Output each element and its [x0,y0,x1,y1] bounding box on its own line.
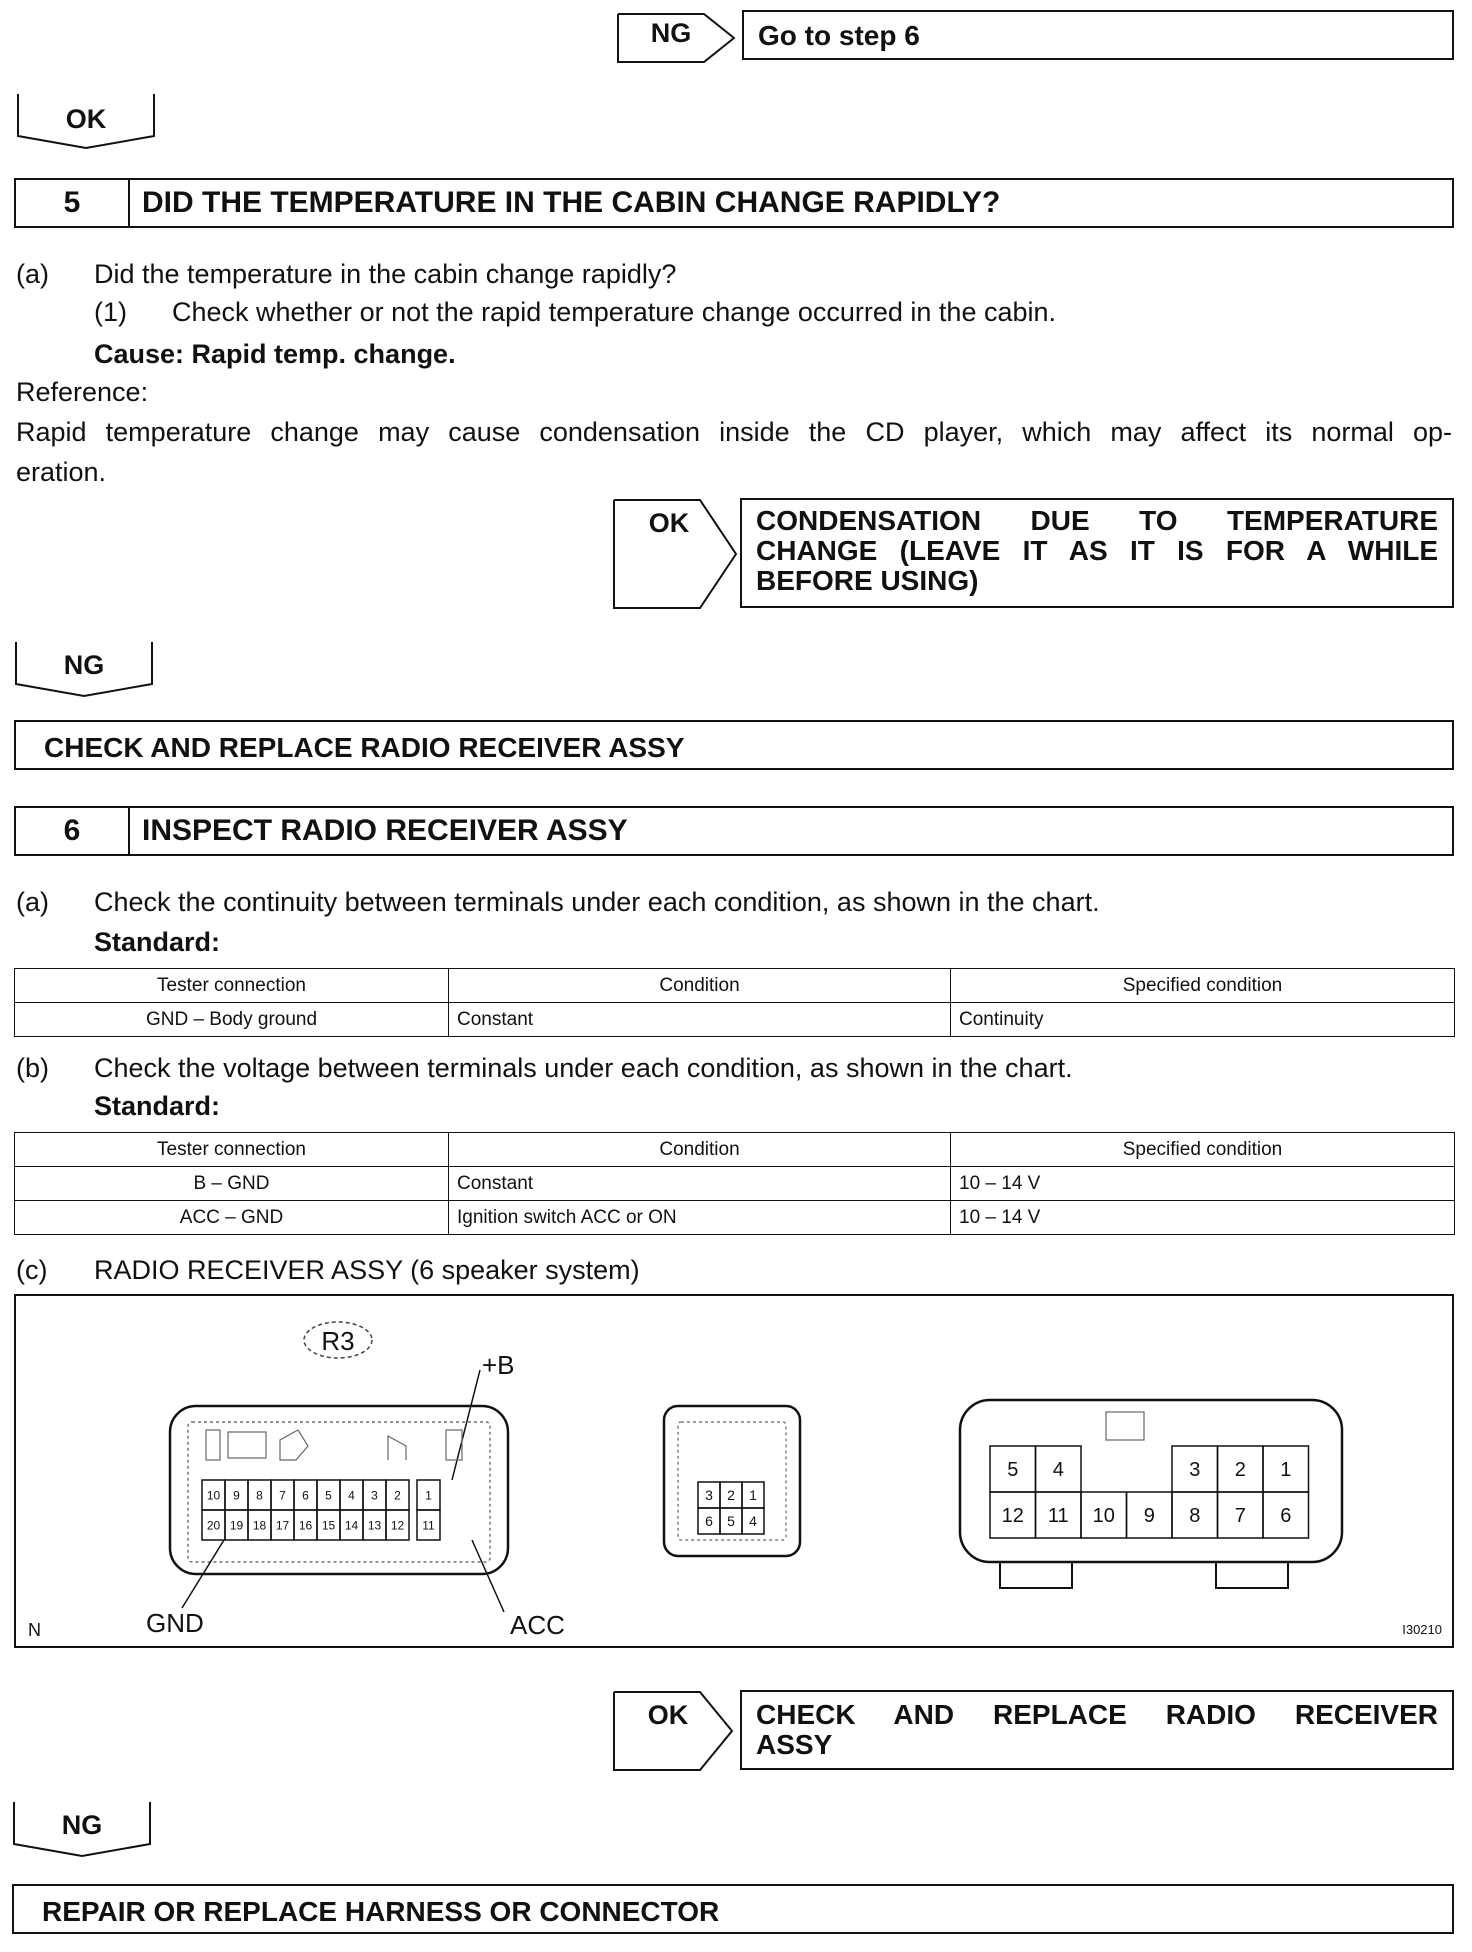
pin-number: 13 [367,1518,382,1533]
ng-result-box [12,1884,1454,1934]
go-to-step-box [742,10,1454,60]
pin-number: 2 [1234,1459,1246,1482]
result-text-line: BEFORE USING) [756,565,979,596]
ng-flag-label: NG [61,1810,103,1840]
pin-number: 4 [348,1488,355,1503]
pin-number: 10 [206,1488,221,1503]
corner-label: N [28,1620,41,1640]
table-cell: ACC – GND [15,1201,449,1235]
gnd-label: GND [146,1608,204,1638]
pin-number: 3 [705,1487,713,1504]
step-number: 6 [16,808,130,854]
reference-text-line: Rapid temperature change may cause condensation inside the CD player, which may affect its normal op- [16,417,1452,447]
table-cell: Constant [449,1003,951,1037]
pin-number: 17 [275,1518,290,1533]
standard-label: Standard: [94,927,221,957]
table-cell: Constant [449,1167,951,1201]
pin-number: 3 [371,1488,378,1503]
table-cell: Ignition switch ACC or ON [449,1201,951,1235]
pin-number: 9 [233,1488,240,1503]
step-title: INSPECT RADIO RECEIVER ASSY [142,814,628,847]
table-header-row [15,1133,1455,1167]
pin-number: 6 [705,1513,713,1530]
acc-label: ACC [510,1610,565,1640]
pin-number: 18 [252,1518,267,1533]
table-cell: 10 – 14 V [951,1167,1455,1201]
item-text: Did the temperature in the cabin change rapidly? [94,259,677,289]
table-cell: GND – Body ground [15,1003,449,1037]
go-to-step-text: Go to step 6 [758,20,920,51]
table-cell: 10 – 14 V [951,1201,1455,1235]
ng-result-text: REPAIR OR REPLACE HARNESS OR CONNECTOR [42,1896,720,1927]
pin-number: 6 [1280,1505,1292,1528]
pin-number: 7 [1234,1505,1246,1528]
connector-diagram [14,1294,1454,1648]
reference-label: Reference: [16,377,149,407]
ok-result-box [740,1690,1454,1770]
pin-number: 3 [1189,1459,1201,1482]
pin-number: 14 [344,1518,359,1533]
item-text: Check the continuity between terminals under each condition, as shown in the chart. [94,887,1100,917]
result-text-line: CHECK AND REPLACE RADIO RECEIVER [756,1699,1438,1730]
plus-b-label: +B [482,1350,515,1380]
pin-number: 19 [229,1518,244,1533]
step-5-header [14,178,1454,228]
pin-number: 20 [206,1518,221,1533]
pin-number: 5 [727,1513,735,1530]
sub-item-text: Check whether or not the rapid temperature change occurred in the cabin. [172,297,1057,327]
standard-label: Standard: [94,1091,221,1121]
pin-number: 5 [325,1488,332,1503]
pin-number: 1 [1280,1459,1292,1482]
step-title: DID THE TEMPERATURE IN THE CABIN CHANGE RAPIDLY? [142,186,1001,219]
ok-flag-label: OK [65,104,107,134]
pin-number: 11 [1047,1505,1069,1528]
pin-number: 2 [394,1488,401,1503]
pin-number: 1 [749,1487,757,1504]
ng-flag-label: NG [650,18,692,48]
pin-number: 7 [279,1488,286,1503]
pin-number: 12 [1001,1505,1024,1528]
item-marker: (a) [16,887,49,917]
continuity-table [14,968,1455,1037]
ok-flag-label: OK [648,508,690,538]
item-text: RADIO RECEIVER ASSY (6 speaker system) [94,1255,640,1285]
ok-result-box [740,498,1454,608]
table-header: Condition [449,969,951,1003]
pin-number: 8 [256,1488,263,1503]
table-header-row [15,969,1455,1003]
pin-number: 8 [1189,1505,1201,1528]
table-row [15,1201,1455,1235]
ok-flag-label: OK [647,1700,689,1730]
pin-number: 4 [749,1513,757,1530]
figure-code: I30210 [1402,1622,1442,1637]
step-number: 5 [16,180,130,226]
pin-number: 10 [1092,1505,1115,1528]
item-marker: (a) [16,259,49,289]
result-text-line: CHANGE (LEAVE IT AS IT IS FOR A WHILE [756,535,1438,566]
table-cell: B – GND [15,1167,449,1201]
pin-number: 1 [425,1488,432,1503]
table-header: Specified condition [951,969,1455,1003]
reference-text-line: eration. [16,457,107,487]
table-header: Condition [449,1133,951,1167]
ng-result-text: CHECK AND REPLACE RADIO RECEIVER ASSY [44,732,685,763]
pin-number: 11 [422,1518,435,1533]
ng-result-box [14,720,1454,770]
pin-number: 9 [1143,1505,1155,1528]
result-text-line: CONDENSATION DUE TO TEMPERATURE [756,505,1438,536]
result-text-line: ASSY [756,1729,833,1760]
pin-number: 16 [298,1518,313,1533]
table-header: Tester connection [15,1133,449,1167]
pin-number: 6 [302,1488,309,1503]
pin-number: 4 [1052,1459,1064,1482]
connector-id-label: R3 [321,1326,355,1356]
item-marker: (c) [16,1255,48,1285]
voltage-table [14,1132,1455,1235]
table-row [15,1167,1455,1201]
pin-number: 5 [1007,1459,1019,1482]
table-row [15,1003,1455,1037]
step-6-header [14,806,1454,856]
table-header: Specified condition [951,1133,1455,1167]
sub-item-marker: (1) [94,297,127,327]
cause-text: Cause: Rapid temp. change. [94,339,456,369]
item-marker: (b) [16,1053,49,1083]
item-text: Check the voltage between terminals under each condition, as shown in the chart. [94,1053,1073,1083]
ng-flag-label: NG [63,650,105,680]
table-cell: Continuity [951,1003,1455,1037]
pin-number: 15 [321,1518,336,1533]
pin-number: 12 [390,1518,405,1533]
table-header: Tester connection [15,969,449,1003]
pin-number: 2 [727,1487,735,1504]
